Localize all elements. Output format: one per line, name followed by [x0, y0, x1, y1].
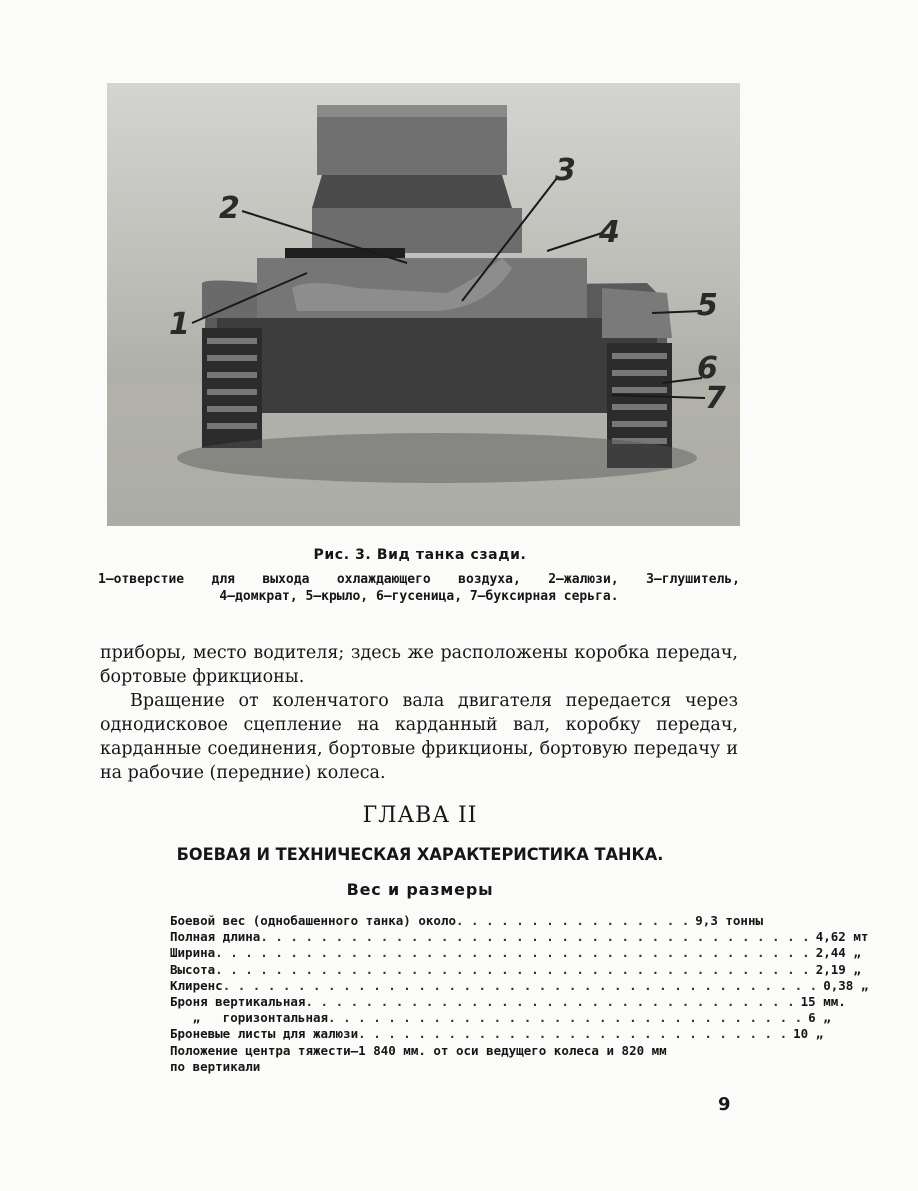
- spec-leader-dots: . . . . . . . . . . . . . . . . . . . . . . . . . . . . . . . . . . . . .: [260, 929, 810, 945]
- spec-name: Броня вертикальная: [170, 994, 306, 1010]
- spec-row: [170, 1026, 824, 1042]
- page-number: 9: [718, 1094, 731, 1115]
- spec-name: „ горизонтальная: [170, 1010, 329, 1026]
- tank-rear-illustration: [107, 83, 740, 526]
- spec-leader-dots: . . . . . . . . . . . . . . . .: [455, 913, 690, 928]
- paragraph-2: Вращение от коленчатого вала двигателя передается через однодисковое сцепление на карданный вал, коробку передач, карданные соединения, бортовые фрикционы, бортовую передачу и на рабочие (передние) колеса.: [100, 691, 738, 783]
- specs-table: [170, 913, 869, 1075]
- spec-value: 10 „: [793, 1026, 824, 1042]
- spec-leader-dots: . . . . . . . . . . . . . . . . . . . . . . . . . . . . . . . . . . . . . . . .: [222, 977, 818, 993]
- spec-name: Высота: [170, 961, 216, 977]
- callout-3: 3: [555, 153, 576, 188]
- spec-value: 2,44 „: [815, 945, 861, 961]
- paragraph-1: приборы, место водителя; здесь же расположены коробка передач, бортовые фрикционы.: [100, 643, 738, 687]
- spec-row: [170, 977, 869, 994]
- spec-note: Положение центра тяжести—1 840 мм. от оси ведущего колеса и 820 мм по вертикали: [170, 1042, 667, 1074]
- subsection-heading: Вес и размеры: [346, 880, 494, 899]
- spec-value: 9,3 тонны: [695, 913, 764, 928]
- callout-5: 5: [697, 288, 718, 323]
- tank-photo: [107, 83, 740, 526]
- spec-name: Клиренс: [170, 977, 223, 993]
- spec-leader-dots: . . . . . . . . . . . . . . . . . . . . . . . . . . . . . . . . . . . . . . . .: [215, 961, 810, 977]
- spec-value: 2,19 „: [815, 961, 861, 977]
- chapter-title: ГЛАВА II: [362, 803, 478, 828]
- spec-name: Броневые листы для жалюзи: [170, 1026, 359, 1042]
- figure-caption-title: Рис. 3. Вид танка сзади.: [313, 547, 527, 563]
- spec-row: [170, 913, 764, 929]
- figure-caption-legend: [98, 571, 740, 605]
- spec-row: [170, 945, 861, 961]
- spec-value: 0,38 „: [823, 977, 869, 993]
- caption-legend-line-2: 4—домкрат, 5—крыло, 6—гусеница, 7—буксирная серьга.: [219, 589, 619, 604]
- spec-value: 6 „: [808, 1010, 831, 1026]
- caption-legend-line-1: 1—отверстие для выхода охлаждающего воздуха, 2—жалюзи, 3—глушитель,: [98, 572, 740, 587]
- body-text: [100, 641, 738, 785]
- callout-2: 2: [219, 191, 240, 226]
- spec-leader-dots: . . . . . . . . . . . . . . . . . . . . . . . . . . . . . . . . . . . . . . . .: [215, 945, 810, 961]
- spec-leader-dots: . . . . . . . . . . . . . . . . . . . . . . . . . . . . . . . . .: [305, 994, 795, 1010]
- spec-name: Ширина: [170, 945, 216, 961]
- spec-leader-dots: . . . . . . . . . . . . . . . . . . . . . . . . . . . . . . . .: [328, 1010, 803, 1026]
- spec-row: [170, 929, 869, 945]
- callout-6: 6: [697, 351, 718, 386]
- spec-row: [170, 1010, 831, 1026]
- spec-name: Боевой вес (однобашенного танка) около: [170, 913, 456, 928]
- spec-row: [170, 994, 846, 1010]
- spec-value: 15 мм.: [800, 994, 846, 1010]
- callout-4: 4: [599, 215, 620, 250]
- callout-7: 7: [705, 381, 726, 416]
- spec-row: [170, 961, 861, 978]
- spec-name: Полная длина: [170, 929, 261, 945]
- spec-leader-dots: . . . . . . . . . . . . . . . . . . . . . . . . . . . . .: [358, 1026, 788, 1042]
- callout-1: 1: [169, 307, 190, 342]
- spec-value: 4,62 мт: [815, 929, 869, 945]
- section-heading: БОЕВАЯ И ТЕХНИЧЕСКАЯ ХАРАКТЕРИСТИКА ТАНКА.: [176, 845, 664, 865]
